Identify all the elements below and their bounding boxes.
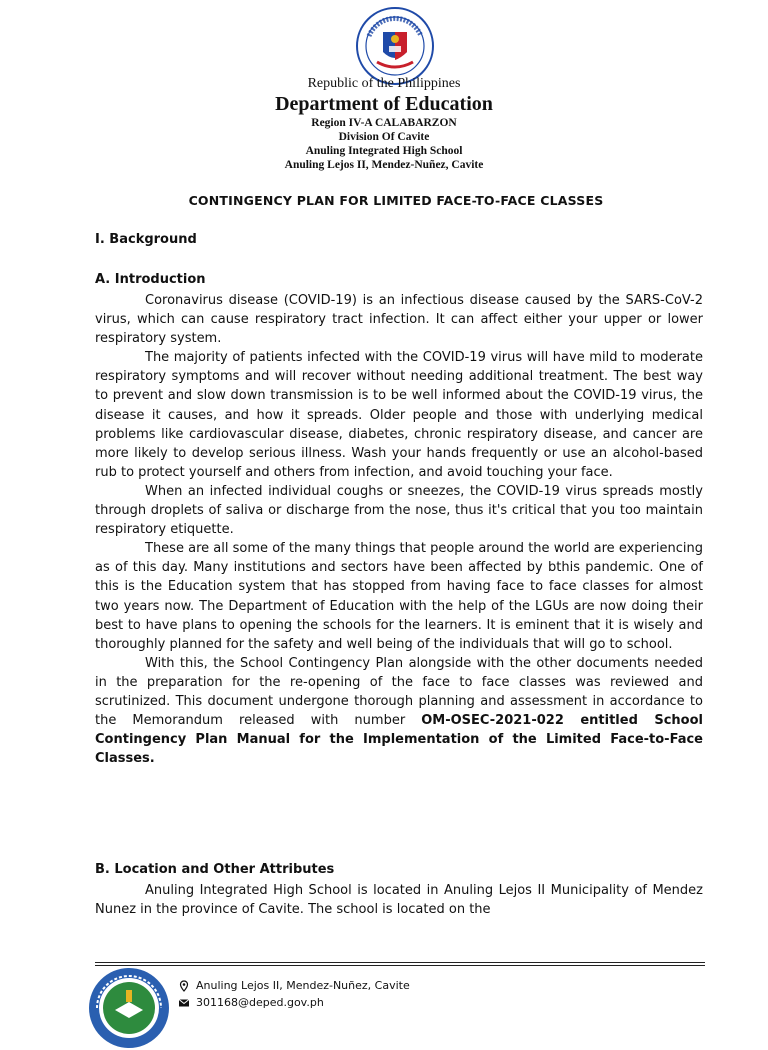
paragraph: When an infected individual coughs or sneezes, the COVID-19 virus spreads mostly through droplets of saliva or discharge from the nose, thus it's critical that you too maintain respiratory etiquette. <box>95 483 703 538</box>
paragraph: Coronavirus disease (COVID-19) is an infectious disease caused by the SARS-CoV-2 virus, which can cause respiratory tract infection. It can affect either your upper or lower respiratory system. <box>95 293 703 347</box>
paragraph <box>95 654 703 769</box>
region-line: Region IV-A CALABARZON <box>311 117 457 129</box>
footer-divider <box>95 962 705 963</box>
section-heading-location: B. Location and Other Attributes <box>95 862 335 877</box>
deped-seal-logo <box>355 6 435 86</box>
footer-address-text: Anuling Lejos II, Mendez-Nuñez, Cavite <box>196 979 410 992</box>
memorandum-reference: OM-OSEC-2021-022 entitled School Contingency Plan Manual for the Implementation of the Limited Face-to-Face Classes. <box>95 713 703 767</box>
footer-email <box>178 996 324 1009</box>
school-name: Anuling Integrated High School <box>305 145 463 157</box>
paragraph: These are all some of the many things that people around the world are experiencing as of this day. Many institutions and sectors have been affected by bthis pandemic. One of this is the Education system that has stopped from having face to face classes for almost two years now. The Department of Education with the help of the LGUs are now doing their best to have plans to opening the schools for the learners. It is eminent that it is wisely and thoroughly planned for the safety and well being of the individuals that will go to school. <box>95 541 703 652</box>
envelope-icon <box>178 997 190 1009</box>
paragraph: Anuling Integrated High School is located in Anuling Lejos II Municipality of Mendez Nunez in the province of Cavite. The school is located on the <box>95 883 703 918</box>
location-pin-icon <box>178 980 190 992</box>
department-name: Department of Education <box>275 93 493 115</box>
location-body <box>95 881 703 919</box>
document-title: CONTINGENCY PLAN FOR LIMITED FACE-TO-FACE CLASSES <box>188 193 604 208</box>
footer-email-text: 301168@deped.gov.ph <box>196 996 324 1009</box>
republic-line: Republic of the Philippines <box>307 76 461 91</box>
introduction-body <box>95 291 703 768</box>
school-address: Anuling Lejos II, Mendez-Nuñez, Cavite <box>284 159 484 171</box>
division-line: Division Of Cavite <box>338 131 430 143</box>
paragraph-text: With this, the School Contingency Plan alongside with the other documents needed in the preparation for the re-opening of the face to face classes was reviewed and scrutinized. This document undergone thorough planning and assessment in accordance to the Memorandum released with number <box>95 655 703 729</box>
section-heading-background: I. Background <box>95 232 197 247</box>
footer-divider <box>95 965 705 966</box>
section-heading-introduction: A. Introduction <box>95 272 206 287</box>
school-logo <box>87 966 171 1050</box>
paragraph: The majority of patients infected with the COVID-19 virus will have mild to moderate respiratory symptoms and will recover without needing additional treatment. The best way to prevent and slow down transmission is to be well informed about the COVID-19 virus, the disease it causes, and how it spreads. Older people and those with underlying medical problems like cardiovascular disease, diabetes, chronic respiratory disease, and cancer are more likely to develop serious illness. Wash your hands frequently or use an alcohol-based rub to protect yourself and others from infection, and avoid touching your face. <box>95 350 703 480</box>
footer-address <box>178 979 410 992</box>
